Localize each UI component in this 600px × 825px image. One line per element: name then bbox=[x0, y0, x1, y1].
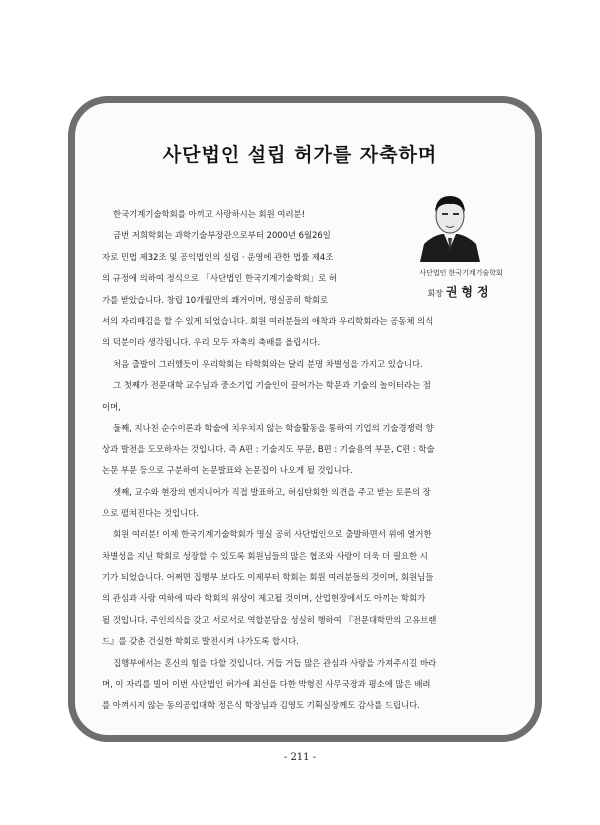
author-portrait bbox=[414, 186, 486, 262]
author-name: 권형정 bbox=[445, 285, 493, 299]
body-line: 둘째, 지나친 순수이론과 학술에 치우치지 않는 학술활동을 통하여 기업의 기술경쟁력 향 bbox=[113, 423, 434, 433]
body-line: 가를 받았습니다. 창립 10개월만의 쾌거이며, 명실공히 학회로 bbox=[102, 295, 329, 305]
body-line: 금번 저희학회는 과학기술부장관으로부터 2000년 6월26일 bbox=[113, 230, 331, 240]
body-line: 며, 이 자리를 빌어 이번 사단법인 허가에 최선을 다한 박형진 사무국장과 평소에 많은 배려 bbox=[102, 679, 431, 689]
author-signature bbox=[410, 281, 510, 300]
body-line: 기가 되었습니다. 어쩌면 집행부 보다도 이제부터 학회는 회원 여러분들의 것이며, 회원님들 bbox=[102, 572, 434, 582]
body-line: 셋째, 교수와 현장의 엔지니어가 직접 발표하고, 허심탄회한 의견을 주고 받는 토론의 장 bbox=[113, 487, 431, 497]
body-line: 차별성을 지닌 학회로 성장할 수 있도록 회원님들의 많은 협조와 사랑이 더욱 더 필요한 시 bbox=[102, 551, 428, 561]
body-line: 상과 발전을 도모하자는 것입니다. 즉 A편 : 기술지도 부문, B편 : 기술용역 부문, C편 : 학술 bbox=[102, 444, 435, 454]
body-line: 그 첫째가 전문대학 교수님과 중소기업 기술인이 끌어가는 학문과 기술의 놀이터라는 점 bbox=[113, 380, 431, 390]
body-line: 논문 부문 등으로 구분하여 논문발표와 논문집이 나오게 될 것입니다. bbox=[102, 465, 353, 475]
body-line: 처음 출발이 그러했듯이 우리학회는 타학회와는 달리 분명 차별성을 가지고 있습니다. bbox=[113, 359, 423, 369]
body-line: 이며, bbox=[102, 402, 121, 412]
body-line: 자로 민법 제32조 및 공익법인의 설립 · 운영에 관한 법률 제4조 bbox=[102, 252, 334, 262]
body-line: 드』를 갖춘 건실한 학회로 발전시켜 나가도록 합시다. bbox=[102, 636, 299, 646]
article-title: 사단법인 설립 허가를 자축하며 bbox=[162, 144, 438, 166]
body-line: 서의 자리매김을 할 수 있게 되었습니다. 회원 여러분들의 애착과 우리학회라는 공동체 의식 bbox=[102, 316, 434, 326]
body-line: 의 덕분이라 생각됩니다. 우리 모두 자축의 축배를 올립시다. bbox=[102, 337, 321, 347]
body-line: 의 관심과 사랑 여하에 따라 학회의 위상이 제고될 것이며, 산업현장에서도 아끼는 학회가 bbox=[102, 593, 426, 603]
body-line: 한국기계기술학회를 아끼고 사랑하시는 회원 여러분! bbox=[113, 209, 305, 219]
body-line: 으로 펼쳐진다는 것입니다. bbox=[102, 508, 199, 518]
body-line: 집행부에서는 혼신의 힘을 다할 것입니다. 거듭 거듭 많은 관심과 사랑을 가져주시길 바라 bbox=[113, 658, 437, 668]
body-line: 의 규정에 의하여 정식으로 「사단법인 한국기계기술학회」로 허 bbox=[102, 273, 337, 283]
author-role: 회장 bbox=[427, 289, 443, 298]
body-line: 를 아껴시지 않는 동의공업대학 정은식 학장님과 김영도 기획실장께도 감사를 드립니다. bbox=[102, 700, 420, 710]
body-line: 회원 여러분! 이제 한국기계기술학회가 명실 공히 사단법인으로 출발하면서 위에 열거한 bbox=[113, 529, 432, 539]
author-organization: 사단법인 한국기계기술학회 bbox=[419, 269, 503, 277]
body-line: 될 것입니다. 주인의식을 갖고 서로서로 역할분담을 성실히 행하여 『전문대학만의 고유브랜 bbox=[102, 615, 437, 625]
page-number: - 211 - bbox=[283, 752, 317, 763]
